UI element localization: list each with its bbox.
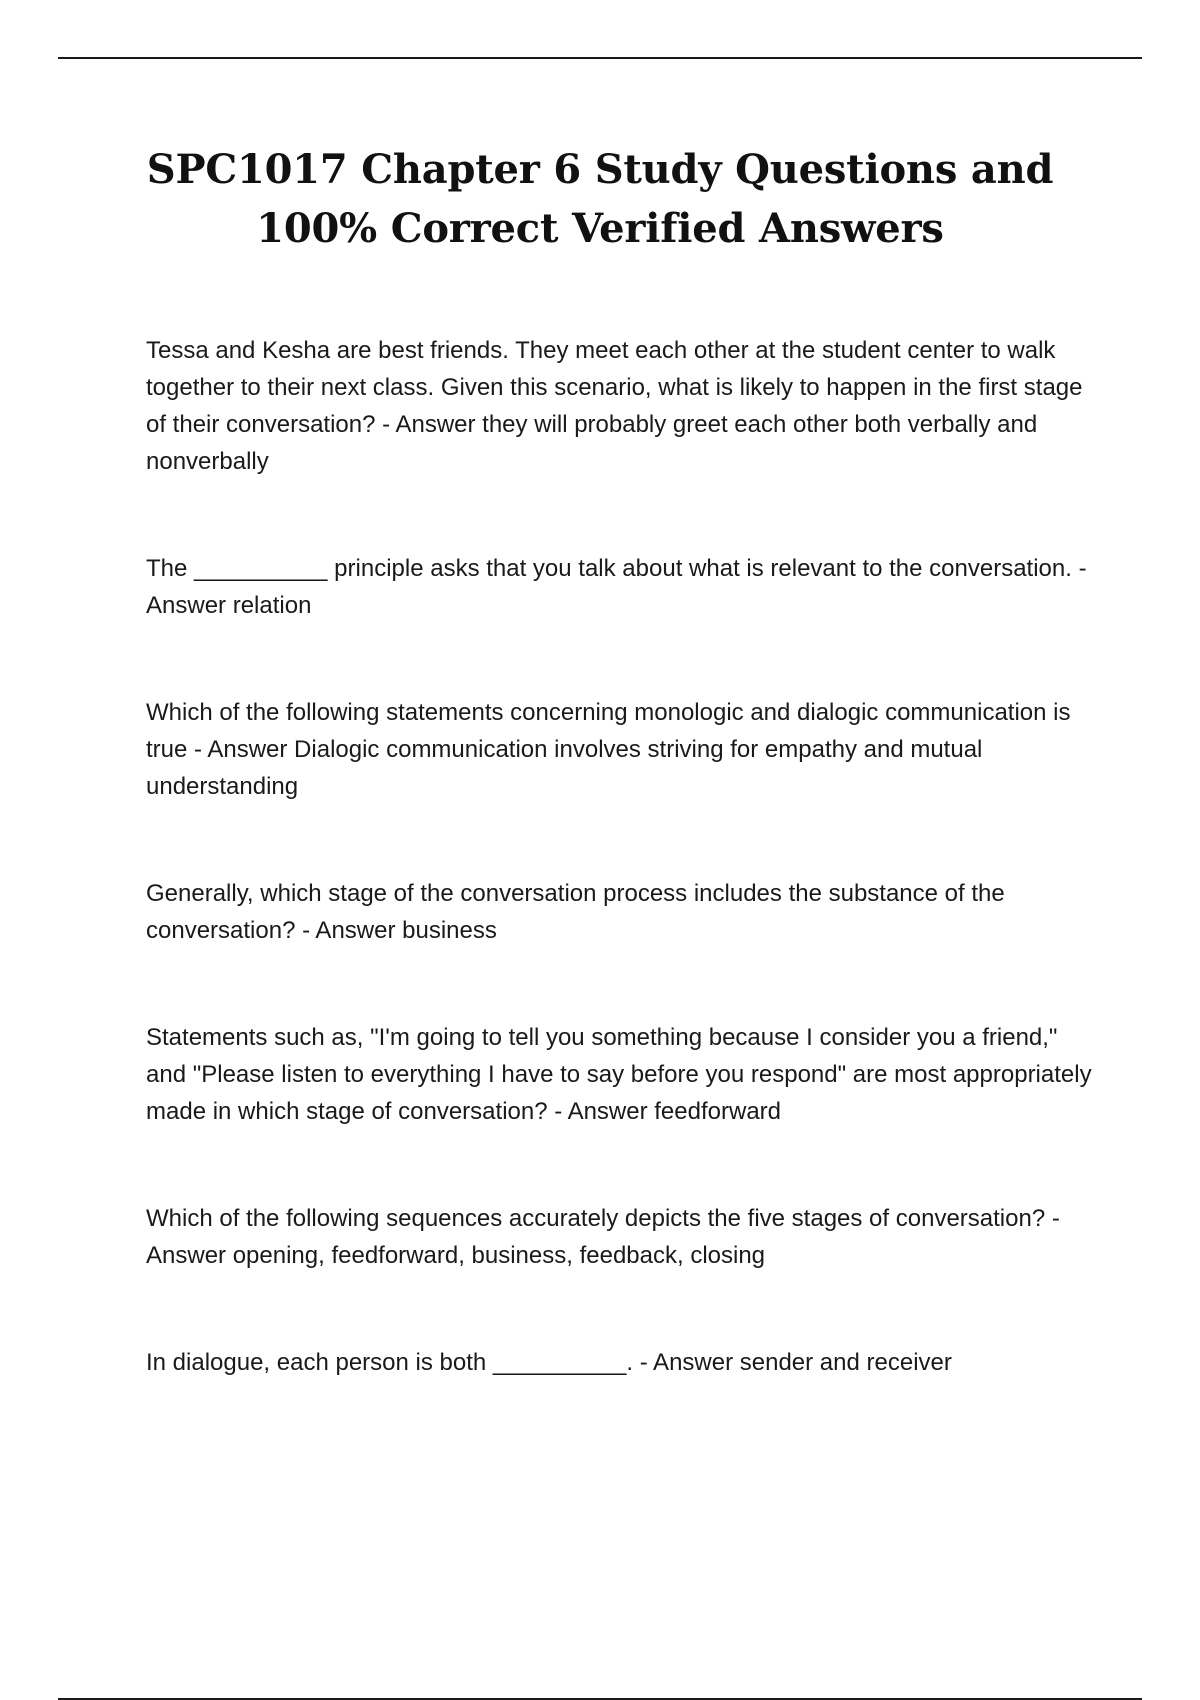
document-title [100, 140, 1100, 258]
qa-item: Which of the following sequences accurately depicts the five stages of conversation? - Answer opening, feedforward, business, feedback, closing [146, 1205, 1060, 1269]
qa-item: Tessa and Kesha are best friends. They meet each other at the student center to walk together to their next class. Given this scenario, what is likely to happen in the first stage of their conversation? - Answer they will probably greet each other both verbally and nonverbally [146, 337, 1083, 475]
title-line-1: SPC1017 Chapter 6 Study Questions and [146, 146, 1054, 193]
top-divider [58, 57, 1142, 59]
qa-item: Generally, which stage of the conversation process includes the substance of the conversation? - Answer business [146, 880, 1005, 944]
qa-list [146, 332, 1096, 1381]
title-line-2: 100% Correct Verified Answers [256, 205, 944, 252]
qa-item: The __________ principle asks that you talk about what is relevant to the conversation. - Answer relation [146, 555, 1087, 619]
qa-item: Statements such as, "I'm going to tell you something because I consider you a friend," and "Please listen to everything I have to say before you respond" are most appropriately made in which stage of conversation? - Answer feedforward [146, 1024, 1092, 1125]
qa-item: In dialogue, each person is both __________. - Answer sender and receiver [146, 1349, 952, 1376]
qa-item: Which of the following statements concerning monologic and dialogic communication is true - Answer Dialogic communication involves striving for empathy and mutual understanding [146, 699, 1071, 800]
